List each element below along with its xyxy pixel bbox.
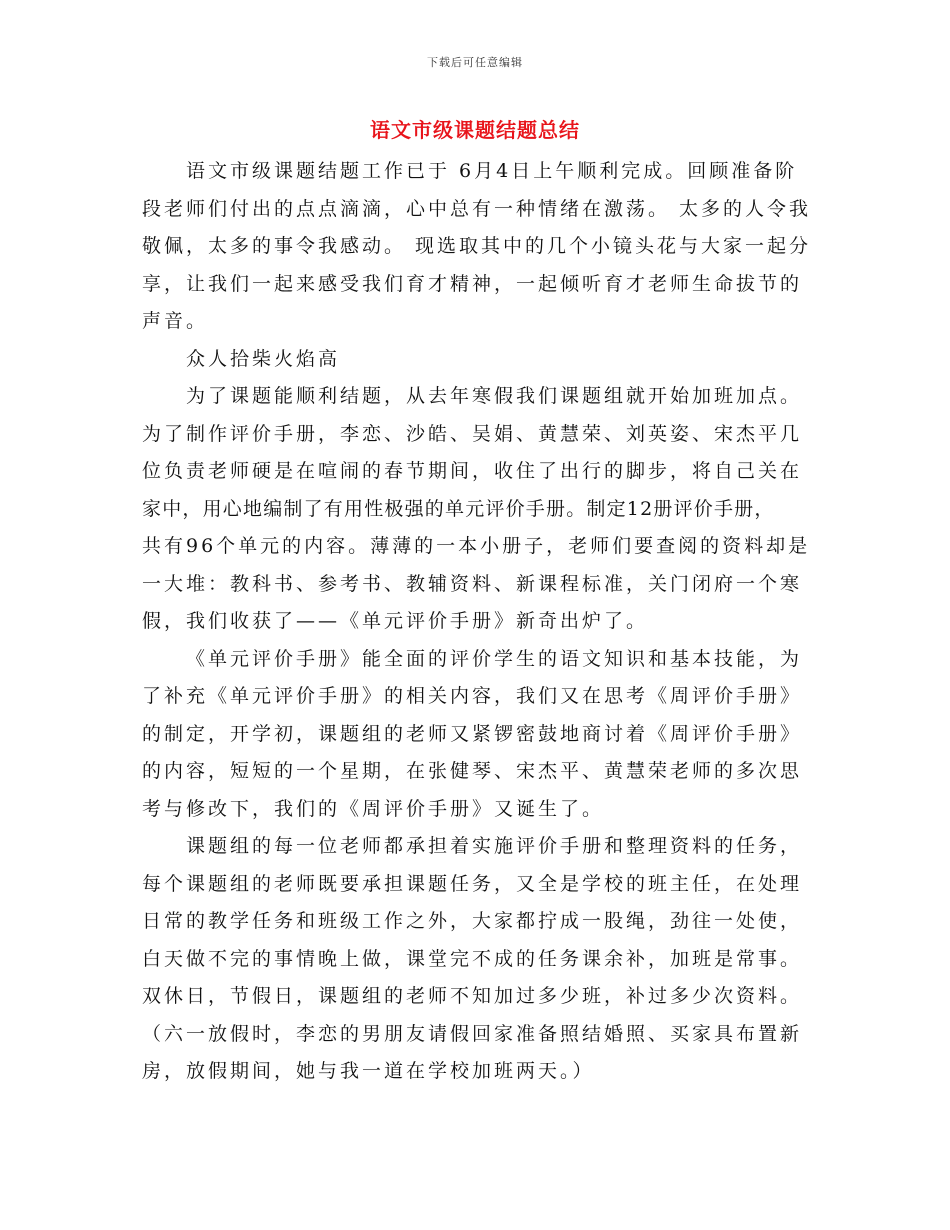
- body-line: 双休日，节假日，课题组的老师不知加过多少班，补过多少次资料。: [142, 985, 803, 1007]
- section-heading: 众人拾柴火焰高: [186, 347, 341, 370]
- body-line: 家中，用心地编制了有用性极强的单元评价手册。制定12册评价手册，: [142, 497, 775, 520]
- body-line: 考与修改下，我们的《周评价手册》又诞生了。: [142, 797, 605, 820]
- body-line: 语文市级课题结题工作已于 6月4日上午顺利完成。回顾准备阶: [186, 160, 798, 182]
- body-line: 白天做不完的事情晚上做，课堂完不成的任务课余补，加班是常事。: [142, 947, 803, 970]
- body-line: （六一放假时，李恋的男朋友请假回家准备照结婚照、买家具布置新: [142, 1022, 803, 1045]
- body-line: 共有96个单元的内容。薄薄的一本小册子，老师们要查阅的资料却是: [142, 535, 811, 557]
- body-line: 的内容，短短的一个星期，在张健琴、宋杰平、黄慧荣老师的多次思: [142, 760, 803, 782]
- body-line: 为了课题能顺利结题，从去年寒假我们课题组就开始加班加点。: [186, 385, 803, 407]
- body-line: 为了制作评价手册，李恋、沙皓、吴娟、黄慧荣、刘英姿、宋杰平几: [142, 422, 803, 445]
- body-line: 《单元评价手册》能全面的评价学生的语文知识和基本技能，为: [186, 647, 803, 670]
- body-line: 一大堆：教科书、参考书、教辅资料、新课程标准，关门闭府一个寒: [142, 572, 803, 595]
- body-line: 段老师们付出的点点滴滴，心中总有一种情绪在激荡。 太多的人令我: [142, 197, 812, 220]
- document-title: 语文市级课题结题总结: [370, 118, 580, 142]
- body-line: 敬佩，太多的事令我感动。 现选取其中的几个小镜头花与大家一起分: [142, 235, 812, 257]
- body-line: 声音。: [142, 310, 209, 332]
- body-line: 每个课题组的老师既要承担课题任务，又全是学校的班主任，在处理: [142, 872, 803, 895]
- body-line: 位负责老师硬是在喧闹的春节期间，收住了出行的脚步，将自己关在: [142, 460, 803, 482]
- body-line: 享，让我们一起来感受我们育才精神，一起倾听育才老师生命拔节的: [142, 272, 803, 295]
- body-line: 了补充《单元评价手册》的相关内容，我们又在思考《周评价手册》: [142, 685, 803, 707]
- header-note: 下载后可任意编辑: [427, 56, 523, 69]
- body-line: 房，放假期间，她与我一道在学校加班两天。）: [142, 1060, 595, 1082]
- document-body: [142, 153, 817, 1091]
- body-line: 课题组的每一位老师都承担着实施评价手册和整理资料的任务，: [186, 835, 803, 857]
- body-line: 假，我们收获了——《单元评价手册》新奇出炉了。: [142, 610, 649, 632]
- body-line: 日常的教学任务和班级工作之外，大家都拧成一股绳，劲往一处使，: [142, 910, 803, 932]
- body-line: 的制定，开学初，课题组的老师又紧锣密鼓地商讨着《周评价手册》: [142, 722, 803, 745]
